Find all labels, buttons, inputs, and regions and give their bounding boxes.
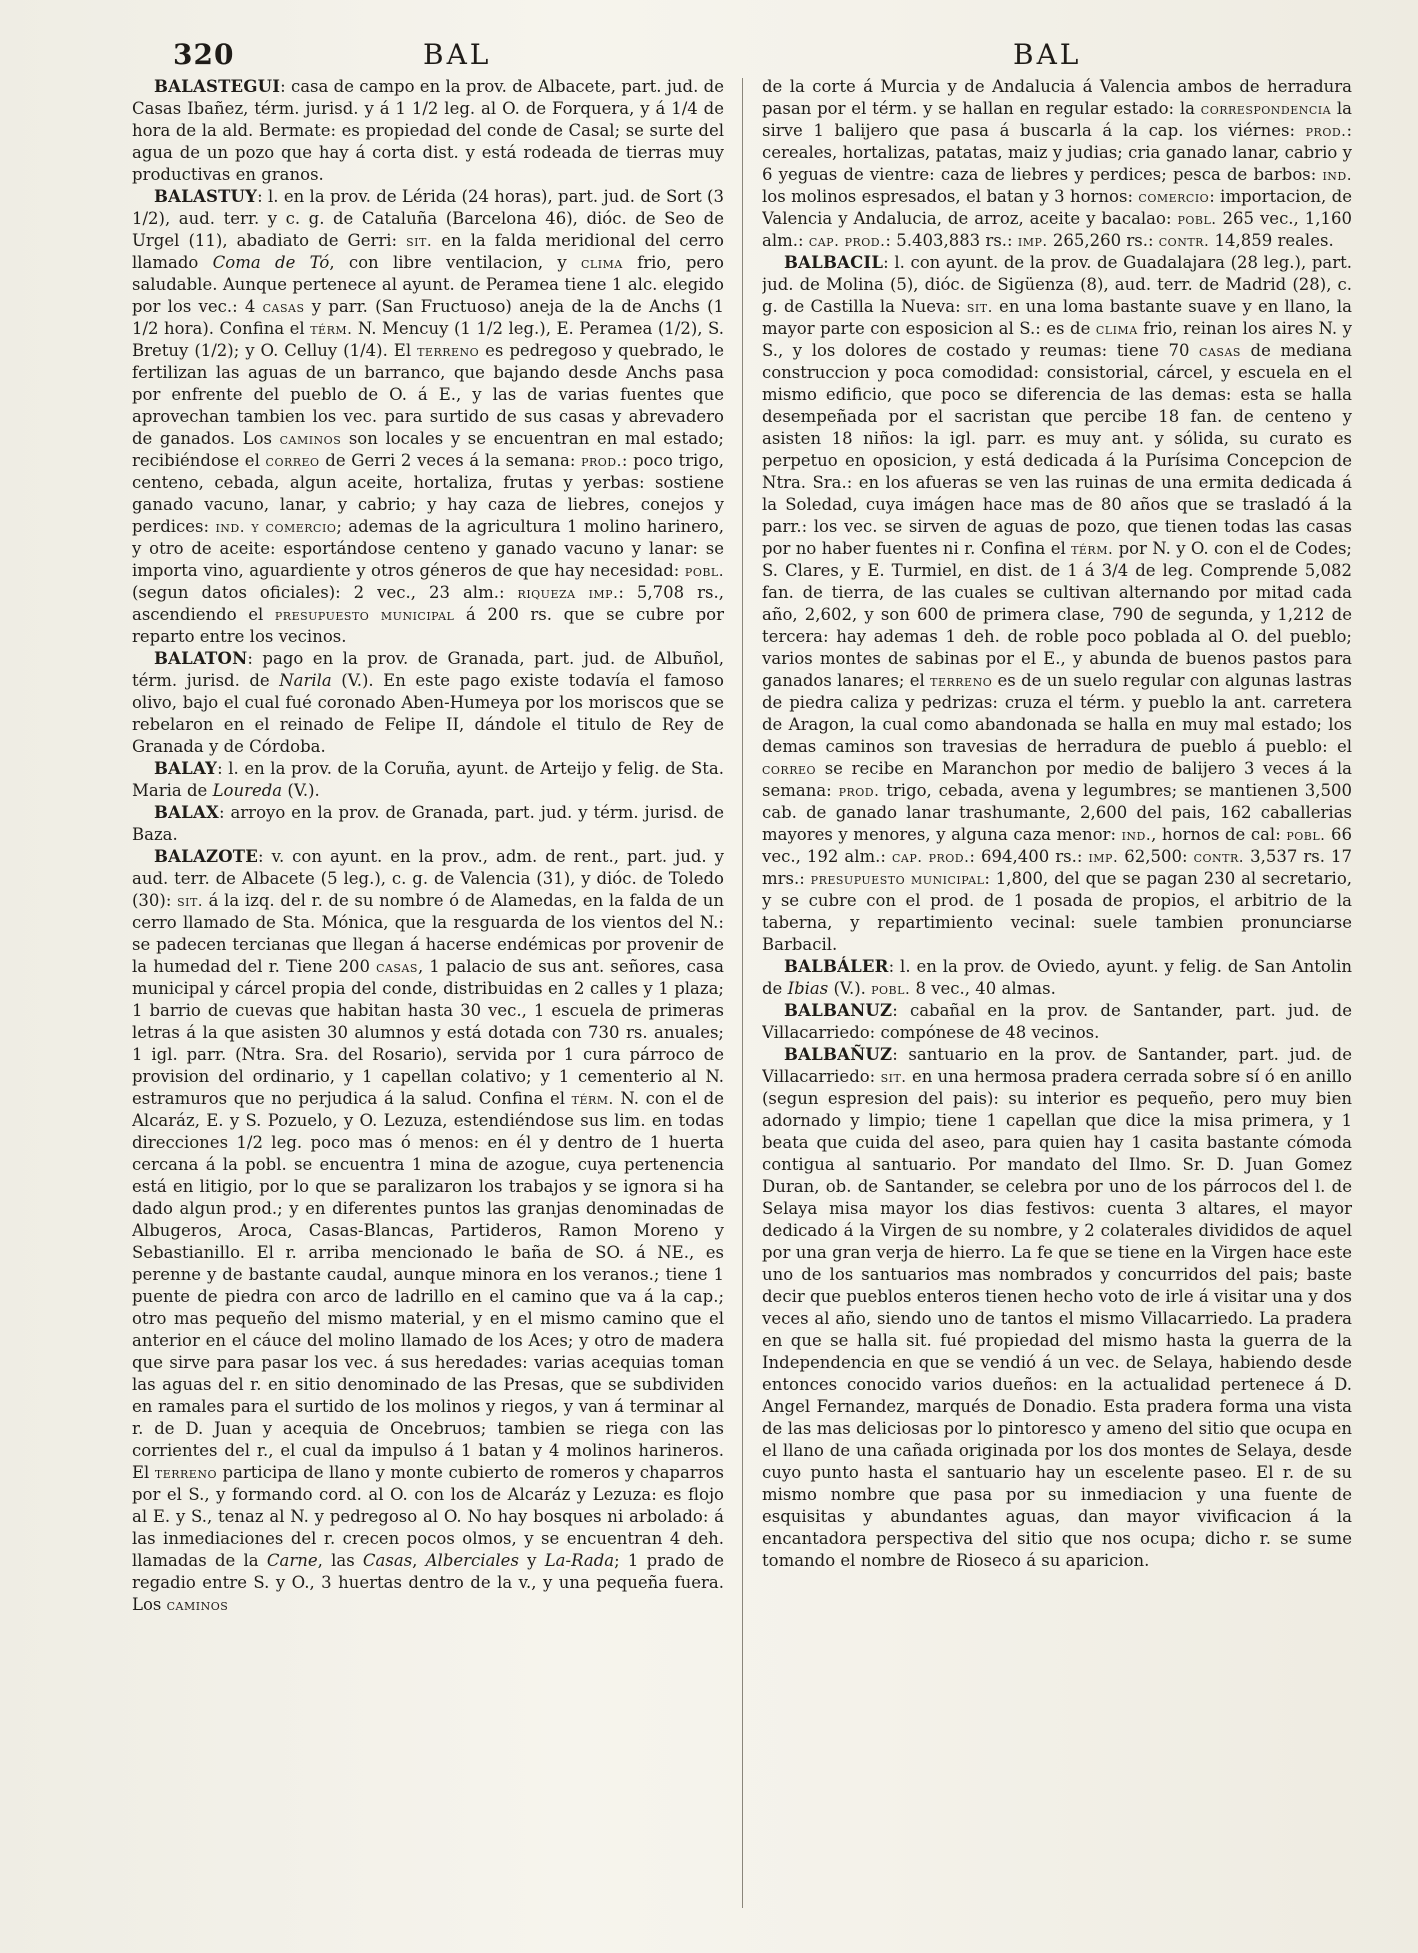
entry-text: á 200 rs. que se cubre por reparto entre los vecinos. xyxy=(132,605,724,646)
entry-text: : 1,800, del que se pagan 230 al secretario, y se cubre con el prod. de 1 posada de propios, el arbitrio de la taberna, y repartimiento vecinal: suele tambien pronunciarse Barbacil. xyxy=(762,869,1352,954)
entry-text: : l. en la prov. de Lérida (24 horas), part. jud. de Sort (3 1/2), aud. terr. y c. g. de Cataluña (Barcelona 46), dióc. de Seo de Urgel (11), abadiato de Gerri: xyxy=(132,187,724,250)
entry-headword: BALATON xyxy=(154,649,248,668)
entry-text: 265,260 rs.: xyxy=(1047,231,1159,250)
entry-text: á la izq. del r. de su nombre ó de Alamedas, en la falda de un cerro llamado de Sta. Mónica, que la resguarda de los vientos del N.: se padecen tercianas que llegan á hacerse endémicas por provenir de la humedad del r. Tiene 200 xyxy=(132,891,724,976)
small-caps-text: pobl. xyxy=(871,980,911,998)
entry-text: 265 vec., 1,160 alm.: xyxy=(762,209,1352,250)
entry-headword: BALBAÑUZ xyxy=(784,1045,893,1064)
entry-text: (V.). xyxy=(828,979,872,998)
entry-headword: BALAY xyxy=(154,759,218,778)
small-caps-text: caminos xyxy=(166,1596,229,1614)
entry-text: , con libre ventilacion, y xyxy=(329,253,582,272)
small-caps-text: riqueza imp. xyxy=(517,584,619,602)
entry-headword: BALBÁLER xyxy=(784,957,889,976)
small-caps-text: casas xyxy=(1199,342,1241,360)
entry-text: en una hermosa pradera cerrada sobre sí ó en anillo (segun espresion del pais): su interior es pequeño, pero muy bien adornado y limpio; tiene 1 capellan que dice la misa primera, y 1 beata que cuida del aseo, para quien hay 1 casita bastante cómoda contigua al santuario. Por mandato del Ilmo. Sr. D. Juan Gomez Duran, ob. de Santander, se celebra por uno de los párrocos del l. de Selaya misa mayor los dias festivos: cuenta 3 altares, el mayor dedicado á la Virgen de su nombre, y 2 colaterales divididos de aquel por una gran verja de hierro. La fe que se tiene en la Virgen hace este uno de los santuarios mas nombrados y concurridos del pais; baste decir que pueblos enteros tienen hecho voto de irle á visitar una y dos veces al año, siendo uno de tantos el mismo Villacarriedo. La pradera en que se halla sit. fué propiedad del mismo hasta la guerra de la Independencia en que se vendió á un vec. de Selaya, habiendo desde entonces conocido varios dueños: en la actualidad pertenece á D. Angel Fernandez, marqués de Donadio. Esta pradera forma una vista de las mas deliciosas por lo pintoresco y ameno del sitio que ocupa en el llano de una cañada originada por los dos montes de Selaya, desde cuyo punto hasta el santuario hay un escelente paseo. El r. de su mismo nombre que pasa por su inmediacion y una fuente de esquisitas y abundantes aguas, dan mayor vivificacion á la encantadora perspectiva del sitio que nos ocupa; dicho r. se sume tomando el nombre de Rioseco á su aparicion. xyxy=(762,1067,1352,1570)
entry-text: 62,500: xyxy=(1118,847,1194,866)
entry-text: los molinos espresados, el batan y 3 hornos: xyxy=(762,187,1139,206)
dictionary-entry xyxy=(762,252,1352,956)
entry-text: (V.). xyxy=(282,781,320,800)
entry-headword: BALAX xyxy=(154,803,219,822)
entry-text: por N. y O. con el de Codes; S. Clares, y E. Turmiel, en dist. de 1 á 3/4 de leg. Comprende 5,082 fan. de tierra, de las cuales se cultivan alternando por mitad cada año, 2,602, y son 600 de primera clase, 790 de segunda, y 1,212 de tercera: hay ademas 1 deh. de roble poco poblada al O. del pueblo; varios montes de sabinas por el E., y abunda de buenos pastos para ganados lanares; el xyxy=(762,539,1352,690)
small-caps-text: térm. xyxy=(571,1090,614,1108)
small-caps-text: sit. xyxy=(966,298,993,316)
entry-text: 8 vec., 40 almas. xyxy=(910,979,1056,998)
small-caps-text: casas xyxy=(262,298,305,316)
continued-entry xyxy=(762,76,1352,252)
dictionary-entry xyxy=(762,956,1352,1000)
entry-headword: BALBANUZ xyxy=(784,1001,893,1020)
entry-text: en la falda meridional del cerro llamado xyxy=(132,231,724,272)
left-running-title: BAL xyxy=(423,38,492,71)
italic-text: Narila xyxy=(279,671,332,690)
entry-text: frio, pero saludable. Aunque pertenece al ayunt. de Peramea tiene 1 alc. elegido por los vec.: 4 xyxy=(132,253,724,316)
entry-text: : l. en la prov. de la Coruña, ayunt. de Arteijo y felig. de Sta. Maria de xyxy=(132,759,724,800)
entry-text: , las xyxy=(317,1551,363,1570)
italic-text: Coma de Tó xyxy=(212,253,330,272)
small-caps-text: térm. xyxy=(310,320,353,338)
entry-headword: BALASTUY xyxy=(154,187,258,206)
small-caps-text: prod. xyxy=(838,782,880,800)
column-divider xyxy=(742,78,743,1908)
entry-text: son locales y se encuentran en mal estado; recibiéndose el xyxy=(132,429,724,470)
entry-text: ; 1 prado de regadio entre S. y O., 3 huertas dentro de la v., y una pequeña fuera. Los xyxy=(132,1551,724,1614)
small-caps-text: sit. xyxy=(406,232,433,250)
entry-headword: BALASTEGUI xyxy=(154,77,281,96)
entry-text: ; ademas de la agricultura 1 molino harinero, y otro de aceite: esportándose centeno y ganado vacuno y lanar: se importa vino, aguardiente y otros géneros de que hay necesidad: xyxy=(132,517,724,580)
small-caps-text: casas xyxy=(376,958,418,976)
small-caps-text: caminos xyxy=(279,430,342,448)
small-caps-text: terreno xyxy=(417,342,480,360)
entry-text: : v. con ayunt. en la prov., adm. de rent., part. jud. y aud. terr. de Albacete (5 leg.), c. g. de Valencia (31), y dióc. de Toledo (30): xyxy=(132,847,724,910)
entry-text: : arroyo en la prov. de Granada, part. jud. y térm. jurisd. de Baza. xyxy=(132,803,724,844)
entry-text: : importacion, de Valencia y Andalucia, de arroz, aceite y bacalao: xyxy=(762,187,1352,228)
entry-text: (V.). En este pago existe todavía el famoso olivo, bajo el cual fué coronado Aben-Humeya por los moriscos que se rebelaron en el reinado de Felipe II, dándole el titulo de Rey de Granada y de Córdoba. xyxy=(132,671,724,756)
small-caps-text: comercio xyxy=(1138,188,1210,206)
entry-text: y parr. (San Fructuoso) aneja de la de Anchs (1 1/2 hora). Confina el xyxy=(132,297,724,338)
entry-text: de Gerri 2 veces á la semana: xyxy=(319,451,582,470)
entry-text: : 5.403,883 rs.: xyxy=(885,231,1018,250)
italic-text: Alberciales xyxy=(425,1551,519,1570)
small-caps-text: prod. xyxy=(1305,122,1347,140)
entry-text: , hornos de cal: xyxy=(1151,825,1287,844)
dictionary-entry xyxy=(132,802,724,846)
small-caps-text: correspondencia xyxy=(1200,100,1332,118)
entry-text: es de un suelo regular con algunas lastras de piedra caliza y pedrizas: cruza el térm. y pueblo la ant. carretera de Aragon, la cual como abandonada se halla en muy mal estado; los demas caminos son travesias de herradura de pueblo á pueblo: el xyxy=(762,671,1352,756)
small-caps-text: terreno xyxy=(154,1464,217,1482)
entry-text: N. Mencuy (1 1/2 leg.), E. Peramea (1/2), S. Bretuy (1/2); y O. Celluy (1/4). El xyxy=(132,319,724,360)
small-caps-text: cap. prod. xyxy=(891,848,970,866)
entry-text: 14,859 reales. xyxy=(1209,231,1334,250)
dictionary-entry xyxy=(132,758,724,802)
entry-text: la sirve 1 balijero que pasa á buscarla á la cap. los viérnes: xyxy=(762,99,1352,140)
entry-text: trigo, cebada, avena y legumbres; se mantienen 3,500 cab. de ganado lanar trashumante, 2,600 del pais, 162 caballerias mayores y menores, y alguna caza menor: xyxy=(762,781,1352,844)
entry-text: es pedregoso y quebrado, le fertilizan las aguas de un barranco, que bajando desde Anchs pasa por enfrente del pueblo de O. á E., y las de varias fuentes que aprovechan tambien los vec. para surtido de sus casas y abrevadero de ganados. Los xyxy=(132,341,724,448)
entry-headword: BALAZOTE xyxy=(154,847,259,866)
entry-text: : poco trigo, centeno, cebada, algun aceite, hortaliza, frutas y yerbas: sostiene ganado vacuno, lanar, y cabrio; y hay caza de liebres, conejos y perdices: xyxy=(132,451,724,536)
italic-text: Casas xyxy=(362,1551,413,1570)
entry-text: : l. con ayunt. de la prov. de Guadalajara (28 leg.), part. jud. de Molina (5), dióc. de Sigüenza (8), aud. terr. de Madrid (28), c. g. de Castilla la Nueva: xyxy=(762,253,1352,316)
entry-text: frio, reinan los aires N. y S., y los dolores de costado y reumas: tiene 70 xyxy=(762,319,1352,360)
small-caps-text: clima xyxy=(581,254,623,272)
entry-text: participa de llano y monte cubierto de romeros y chaparros por el S., y formando cord. al O. con los de Alcaráz y Lezuza: es flojo al E. y S., tenaz al N. y pedregoso al O. No hay bosques ni arbolado: á las inmediaciones del r. crecen pocos olmos, y se encuentran 4 deh. llamadas de la xyxy=(132,1463,724,1570)
entry-text: : l. en la prov. de Oviedo, ayunt. y felig. de San Antolin de xyxy=(762,957,1352,998)
left-column xyxy=(132,76,724,1916)
small-caps-text: pobl. xyxy=(684,562,724,580)
right-column xyxy=(762,76,1352,1916)
entry-text: : pago en la prov. de Granada, part. jud. de Albuñol, térm. jurisd. de xyxy=(132,649,724,690)
dictionary-entry xyxy=(132,648,724,758)
small-caps-text: imp. xyxy=(1017,232,1048,250)
entry-text: : casa de campo en la prov. de Albacete, part. jud. de Casas Ibañez, térm. jurisd. y á 1 1/2 leg. al O. de Forquera, y á 1/4 de hora de la ald. Bermate: es propiedad del conde de Casal; se surte del agua de un pozo que hay á corta dist. y está rodeada de tierras muy productivas en granos. xyxy=(132,77,724,184)
italic-text: Carne xyxy=(266,1551,318,1570)
entry-text: (segun datos oficiales): 2 vec., 23 alm.: xyxy=(132,583,518,602)
entry-text: y xyxy=(518,1551,545,1570)
small-caps-text: ind. xyxy=(1121,826,1152,844)
entry-headword: BALBACIL xyxy=(784,253,884,272)
small-caps-text: ind. y comercio xyxy=(215,518,337,536)
small-caps-text: sit. xyxy=(880,1068,907,1086)
entry-text: : 5,708 rs., ascendiendo el xyxy=(132,583,724,624)
right-running-title: BAL xyxy=(1013,38,1082,71)
dictionary-entry xyxy=(762,1000,1352,1044)
small-caps-text: prod. xyxy=(581,452,622,470)
italic-text: Loureda xyxy=(212,781,283,800)
entry-text: 3,537 rs. 17 mrs.: xyxy=(762,847,1352,888)
entry-text: de mediana construccion y poca comodidad: consistorial, cárcel, y escuela en el mismo edificio, que poco se diferencia de las demas: esta se halla desempeñada por el sacristan que percibe 18 fan. de centeno y asisten 18 niños: la igl. parr. es muy ant. y sólida, su curato es perpetuo en oposicion, y está dedicada á la Purísima Concepcion de Ntra. Sra.: en los afueras se ven las ruinas de una ermita dedicada á la Soledad, cuya imágen hace mas de 80 años que se trasladó á la parr.: los vec. se sirven de aguas de pozo, que tienen todas las casas por no haber fuentes ni r. Confina el xyxy=(762,341,1352,558)
entry-text: se recibe en Maranchon por medio de balijero 3 veces á la semana: xyxy=(762,759,1352,800)
small-caps-text: pobl. xyxy=(1286,826,1326,844)
dictionary-entry xyxy=(762,1044,1352,1572)
small-caps-text: correo xyxy=(762,760,817,778)
small-caps-text: presupuesto municipal xyxy=(274,606,455,624)
small-caps-text: clima xyxy=(1095,320,1138,338)
dictionary-entry xyxy=(132,846,724,1616)
small-caps-text: cap. prod. xyxy=(808,232,886,250)
dictionary-entry xyxy=(132,76,724,186)
italic-text: La-Rada xyxy=(544,1551,615,1570)
page-number: 320 xyxy=(173,38,235,71)
entry-text: , xyxy=(412,1551,426,1570)
small-caps-text: correo xyxy=(265,452,320,470)
entry-text: 66 vec., 192 alm.: xyxy=(762,825,1352,866)
small-caps-text: térm. xyxy=(1071,540,1114,558)
entry-text: : santuario en la prov. de Santander, part. jud. de Villacarriedo: xyxy=(762,1045,1352,1086)
entry-text: , 1 palacio de sus ant. señores, casa municipal y cárcel propia del conde, distribuidas en 2 calles y 1 plaza; 1 barrio de cuevas que habitan hasta 30 vec., 1 escuela de primeras letras á la que asisten 30 alumnos y está dotada con 730 rs. anuales; 1 igl. parr. (Ntra. Sra. del Rosario), servida por 1 cura párroco de provision del ordinario, y 1 capellan colativo; y 1 cementerio al N. estramuros que no perjudica á la salud. Confina el xyxy=(132,957,724,1108)
small-caps-text: terreno xyxy=(930,672,993,690)
entry-text: : cabañal en la prov. de Santander, part. jud. de Villacarriedo: compónese de 48 vecinos. xyxy=(762,1001,1352,1042)
small-caps-text: contr. xyxy=(1193,848,1245,866)
entry-text: de la corte á Murcia y de Andalucia á Valencia ambos de herradura pasan por el térm. y se hallan en regular estado: la xyxy=(762,77,1352,118)
dictionary-entry xyxy=(132,186,724,648)
small-caps-text: imp. xyxy=(1088,848,1119,866)
italic-text: Ibias xyxy=(787,979,829,998)
small-caps-text: pobl. xyxy=(1177,210,1217,228)
small-caps-text: contr. xyxy=(1158,232,1210,250)
entry-text: en una loma bastante suave y en llano, la mayor parte con esposicion al S.: es de xyxy=(762,297,1352,338)
small-caps-text: presupuesto municipal xyxy=(810,870,985,888)
entry-text: : 694,400 rs.: xyxy=(969,847,1089,866)
small-caps-text: sit. xyxy=(177,892,204,910)
entry-text: N. con el de Alcaráz, E. y S. Pozuelo, y O. Lezuza, estendiéndose sus lim. en todas direcciones 1/2 leg. poco mas ó menos: en él y dentro de 1 huerta cercana á la pobl. se encuentra 1 mina de azogue, cuya pertenencia está en litigio, por lo que se paralizaron los trabajos y se ignora si ha dado algun prod.; y en diferentes puntos las granjas denominadas de Albugeros, Aroca, Casas-Blancas, Partideros, Ramon Moreno y Sebastianillo. El r. arriba mencionado le baña de SO. á NE., es perenne y de bastante caudal, aunque minora en los veranos.; tiene 1 puente de piedra con arco de ladrillo en el camino que va á la cap.; otro mas pequeño del mismo material, y en el mismo camino que el anterior en el cáuce del molino llamado de los Aces; y otro de madera que sirve para pasar los vec. á sus heredades: varias acequias toman las aguas del r. en sitio denominado de las Presas, que se subdividen en ramales para el surtido de los molinos y riegos, y van á terminar al r. de D. Juan y acequia de Oncebruos; tambien se riega con las corrientes del r., el cual da impulso á 1 batan y 4 molinos harineros. El xyxy=(132,1089,724,1482)
entry-text: : cereales, hortalizas, patatas, maiz y judias; cria ganado lanar, cabrio y 6 yeguas de vientre: caza de liebres y perdices; pesca de barbos: xyxy=(762,121,1352,184)
small-caps-text: ind. xyxy=(1322,166,1352,184)
